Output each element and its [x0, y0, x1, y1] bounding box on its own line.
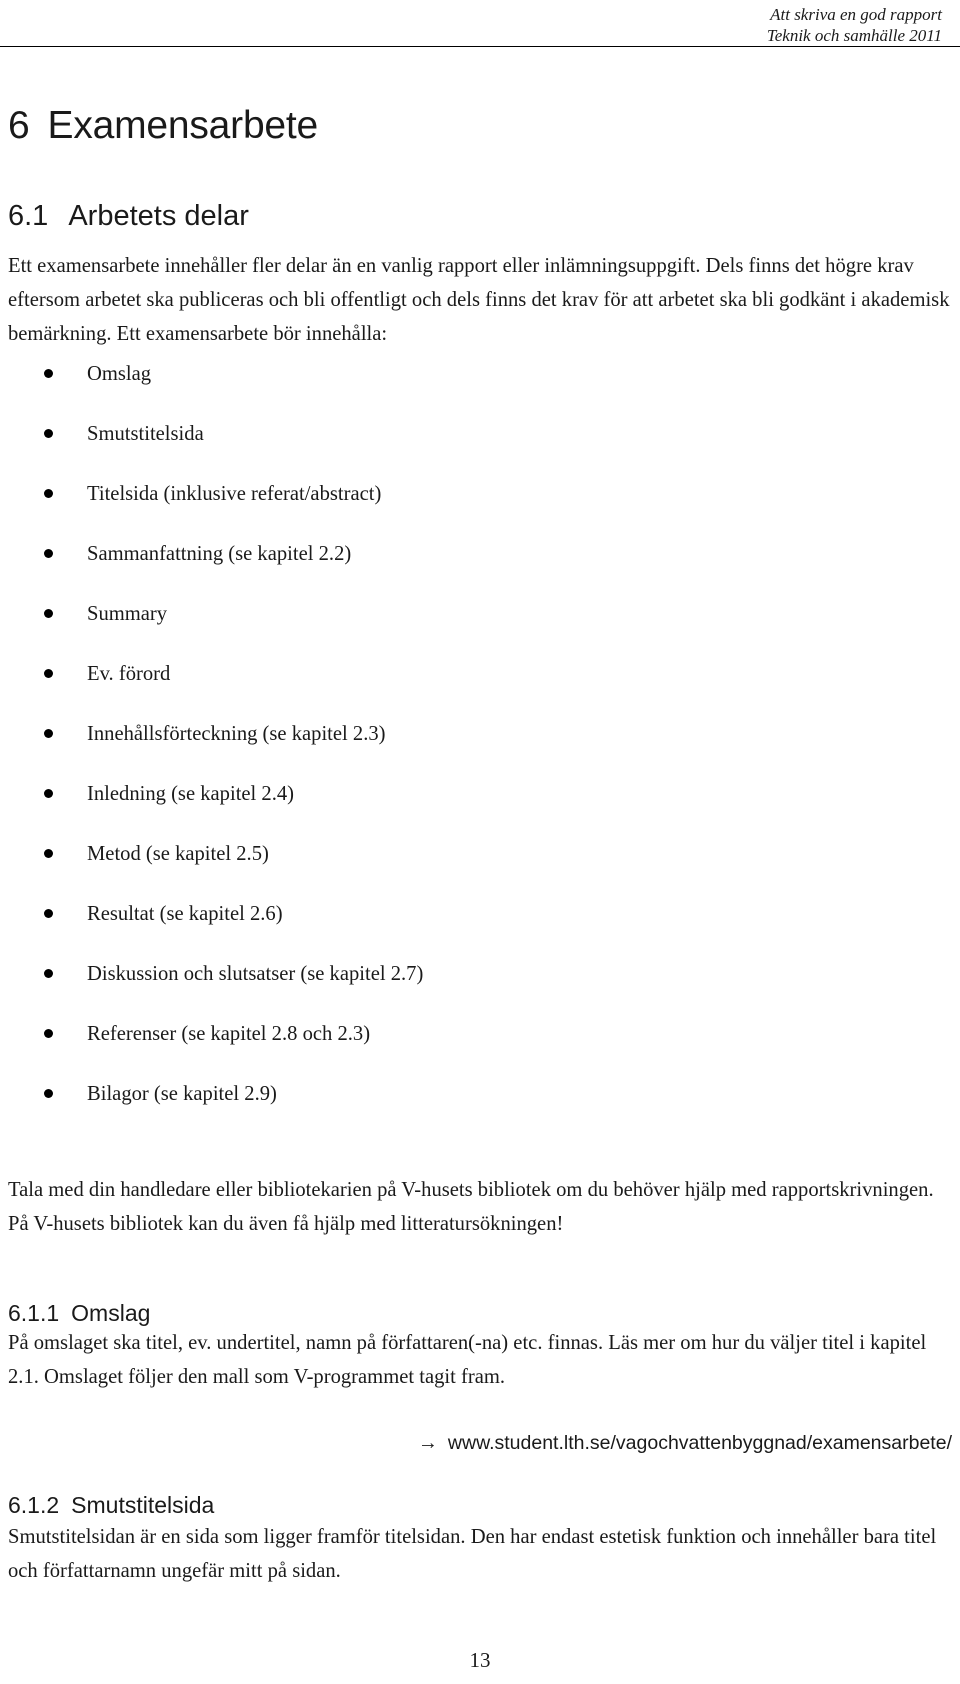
list-item-text: Diskussion och slutsatser (se kapitel 2.7) [87, 963, 424, 985]
bullet-icon [44, 369, 53, 378]
bullet-icon [44, 609, 53, 618]
running-header-title: Att skriva en god rapport [770, 5, 942, 24]
section-heading [8, 200, 249, 233]
bullet-icon [44, 1089, 53, 1098]
list-item [0, 409, 423, 469]
running-header-subtitle: Teknik och samhälle 2011 [766, 26, 942, 45]
list-item-text: Ev. förord [87, 663, 171, 685]
subsection-heading-omslag [8, 1300, 150, 1327]
omslag-paragraph: På omslaget ska titel, ev. undertitel, namn på författaren(-na) etc. finnas. Läs mer om hur du väljer titel i kapitel 2.1. Omslaget följer den mall som V-programmet tagit fram. [8, 1332, 927, 1388]
bullet-icon [44, 1029, 53, 1038]
list-item-text: Titelsida (inklusive referat/abstract) [87, 483, 382, 505]
section-title: Arbetets delar [68, 200, 249, 232]
page-number: 13 [469, 1648, 491, 1672]
list-item-text: Smutstitelsida [87, 423, 204, 445]
bullet-icon [44, 909, 53, 918]
list-item-text: Inledning (se kapitel 2.4) [87, 783, 295, 805]
list-item-text: Summary [87, 603, 168, 625]
list-item [0, 649, 423, 709]
subsection-heading-smutstitelsida [8, 1492, 214, 1519]
bullet-icon [44, 549, 53, 558]
list-item [0, 829, 423, 889]
subsection-number: 6.1.1 [8, 1300, 60, 1326]
subsection-number: 6.1.2 [8, 1492, 60, 1518]
exjobb-link[interactable] [418, 1432, 952, 1455]
thesis-parts-list [0, 349, 423, 1129]
list-item-text: Omslag [87, 363, 152, 385]
list-item [0, 769, 423, 829]
chapter-number: 6 [8, 104, 30, 147]
list-item-text: Sammanfattning (se kapitel 2.2) [87, 543, 352, 565]
bullet-icon [44, 669, 53, 678]
chapter-heading [8, 104, 318, 148]
bullet-icon [44, 429, 53, 438]
advice-paragraph: Tala med din handledare eller bibliotekarien på V-husets bibliotek om du behöver hjälp med rapportskrivningen. På V-husets bibliotek kan du även få hjälp med litteratursökningen! [8, 1179, 934, 1235]
list-item-text: Bilagor (se kapitel 2.9) [87, 1083, 277, 1105]
list-item-text: Metod (se kapitel 2.5) [87, 843, 269, 865]
list-item-text: Referenser (se kapitel 2.8 och 2.3) [87, 1023, 371, 1045]
list-item [0, 1069, 423, 1129]
list-item [0, 889, 423, 949]
running-header [767, 4, 942, 46]
bullet-icon [44, 729, 53, 738]
list-item [0, 589, 423, 649]
chapter-title: Examensarbete [47, 104, 319, 147]
bullet-icon [44, 789, 53, 798]
section-number: 6.1 [8, 200, 49, 232]
list-item [0, 349, 423, 409]
list-item [0, 469, 423, 529]
arrow-right-icon: → [417, 1432, 438, 1454]
intro-paragraph: Ett examensarbete innehåller fler delar än en vanlig rapport eller inlämningsuppgift. Dels finns det högre krav eftersom arbetet ska publiceras och bli offentligt och dels finns det krav för att arbetet ska bli godkänt i akademisk bemärkning. Ett examensarbete bör innehålla: [8, 255, 950, 345]
subsection-title: Smutstitelsida [71, 1492, 215, 1518]
list-item [0, 1009, 423, 1069]
list-item-text: Resultat (se kapitel 2.6) [87, 903, 283, 925]
list-item [0, 709, 423, 769]
exjobb-link-text[interactable]: www.student.lth.se/vagochvattenbyggnad/examensarbete/ [447, 1432, 952, 1454]
header-divider [0, 46, 960, 47]
list-item [0, 529, 423, 589]
smutstitelsida-paragraph: Smutstitelsidan är en sida som ligger framför titelsidan. Den har endast estetisk funktion och innehåller bara titel och författarnamn ungefär mitt på sidan. [8, 1526, 937, 1582]
subsection-title: Omslag [71, 1300, 151, 1326]
bullet-icon [44, 969, 53, 978]
list-item-text: Innehållsförteckning (se kapitel 2.3) [87, 723, 386, 745]
list-item [0, 949, 423, 1009]
bullet-icon [44, 849, 53, 858]
bullet-icon [44, 489, 53, 498]
